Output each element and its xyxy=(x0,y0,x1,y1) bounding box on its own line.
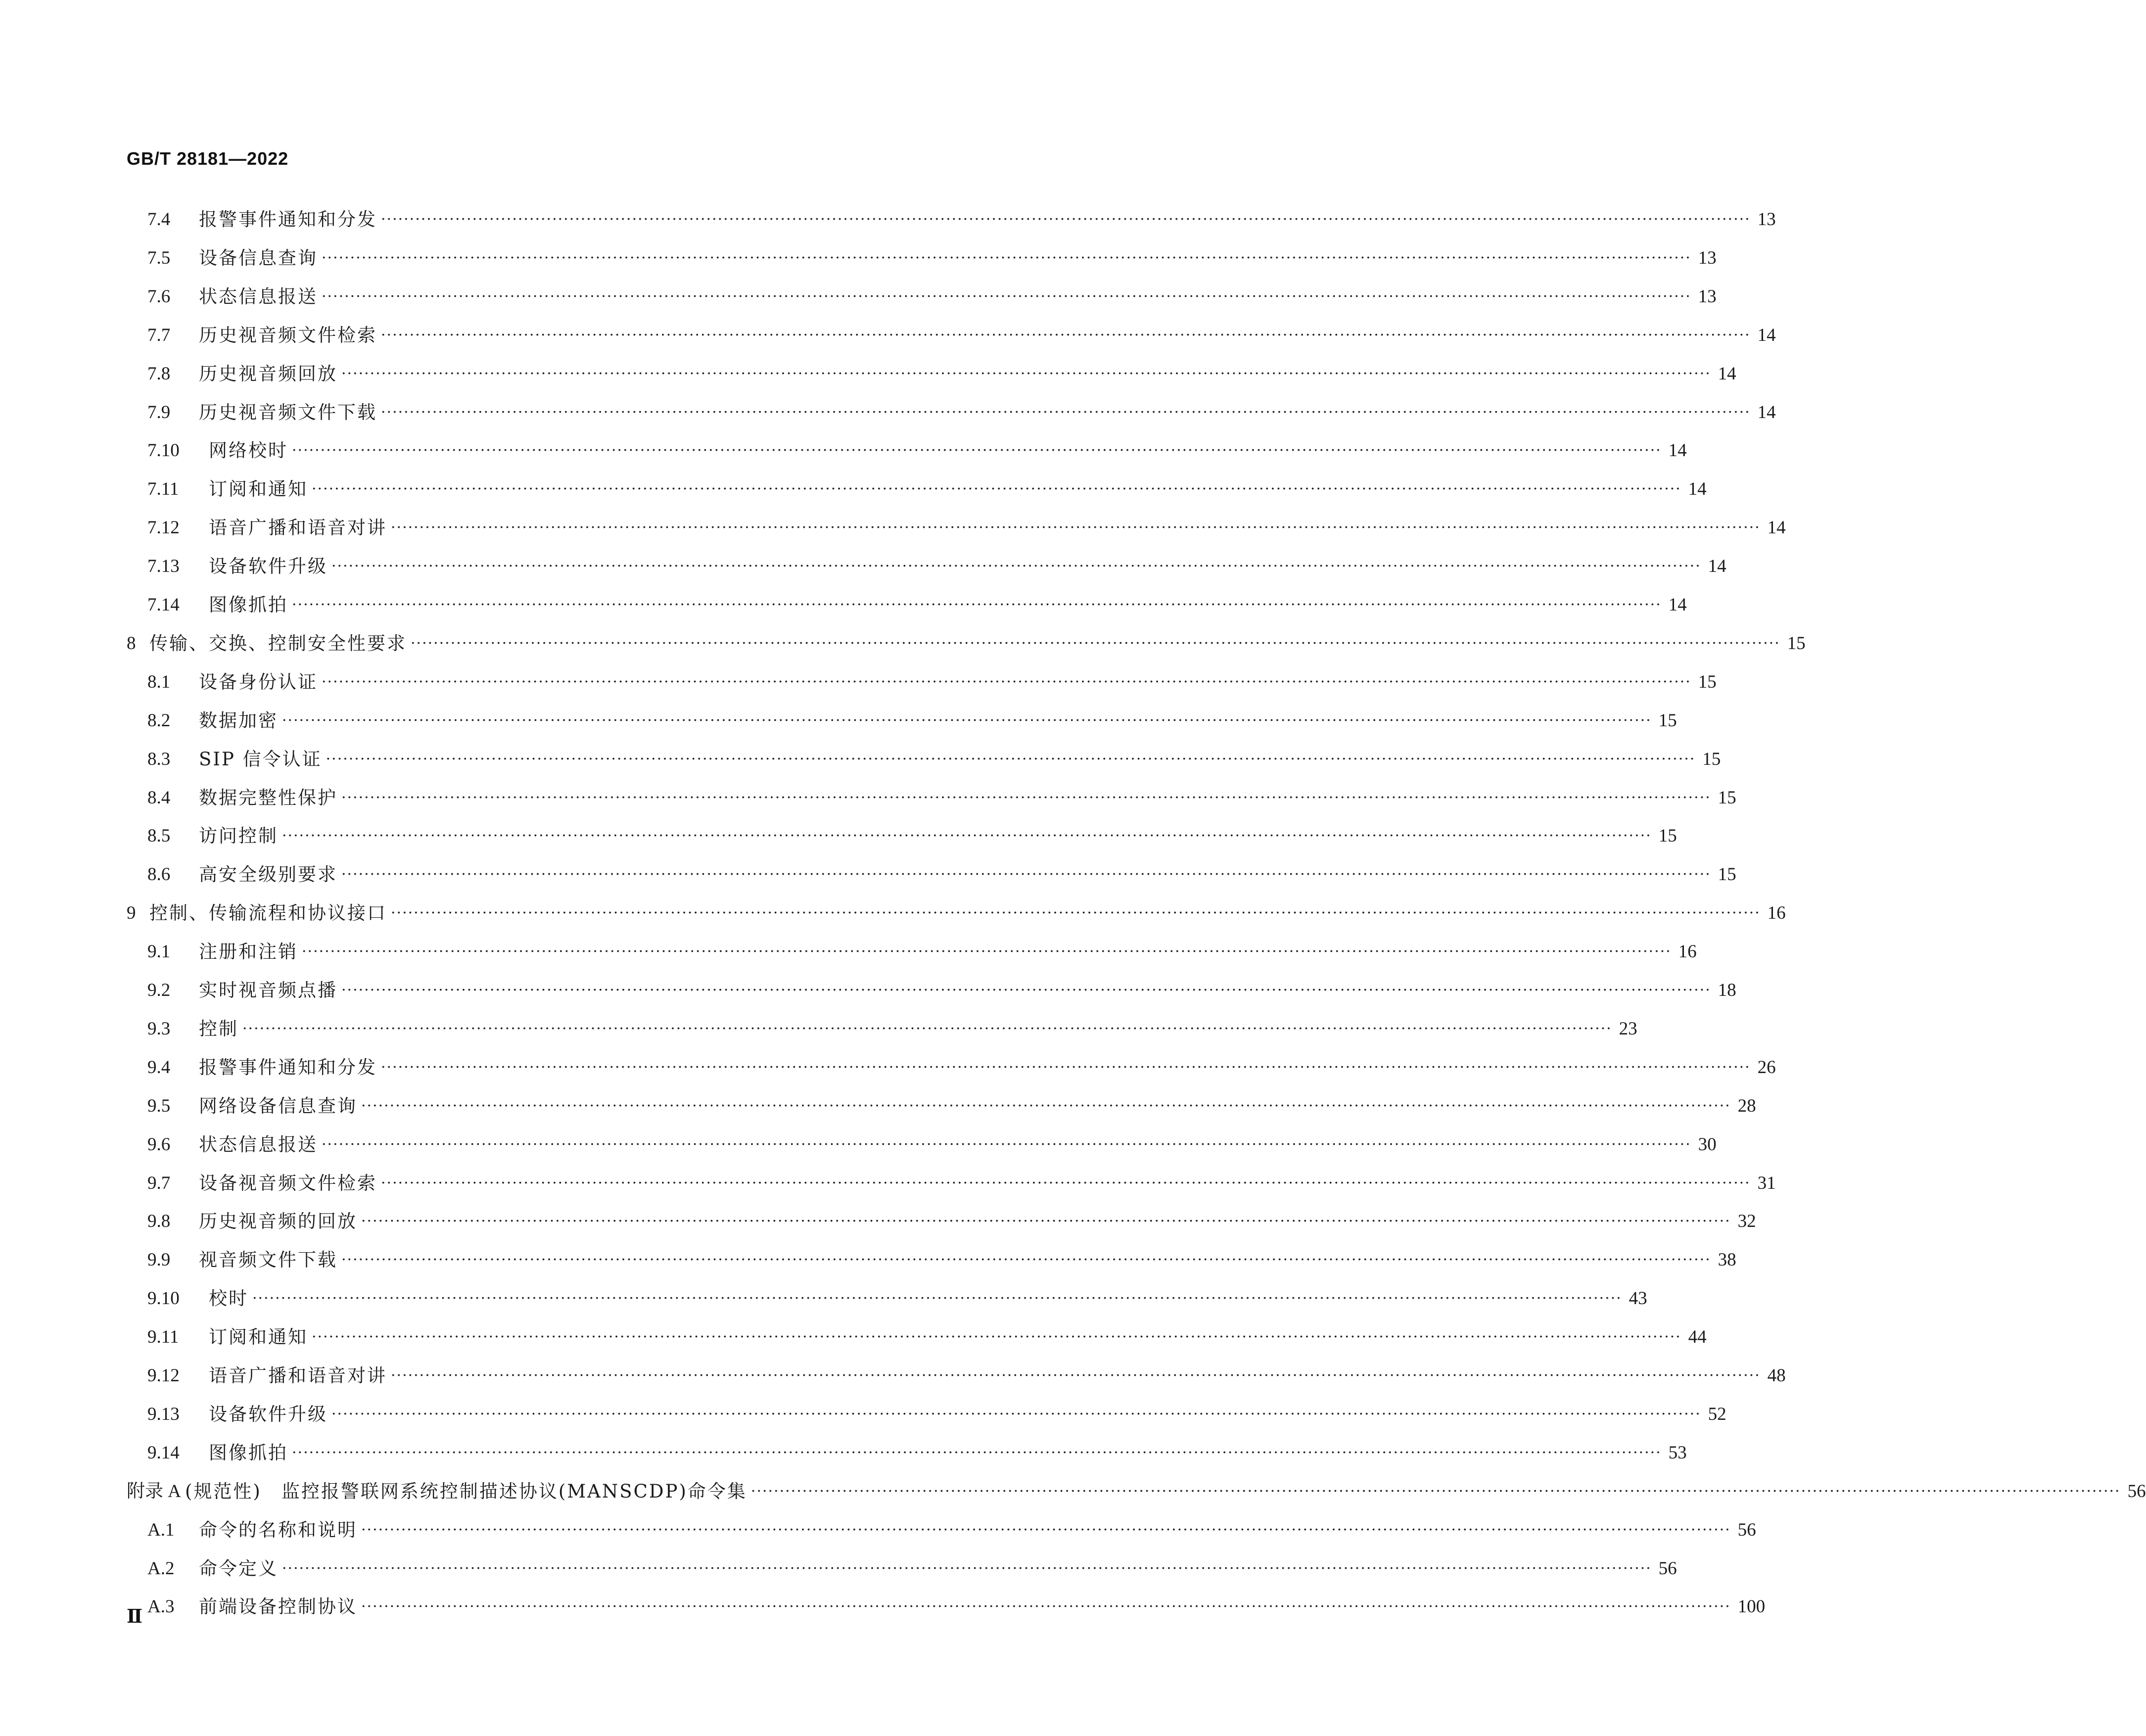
toc-entry-number: 9 xyxy=(127,903,136,924)
toc-entry-number: A.2 xyxy=(147,1558,175,1579)
toc-entry-number: 9.13 xyxy=(147,1404,180,1424)
toc-entry-page: 56 xyxy=(1737,1519,1756,1540)
toc-dot-leader: ················································································································································································································································ xyxy=(292,596,1662,613)
toc-dot-leader: ················································································································································································································································ xyxy=(302,943,1672,961)
toc-entry-page: 15 xyxy=(1718,787,1736,808)
toc-entry-title: 状态信息报送 xyxy=(199,285,318,307)
toc-entry-title: 历史视音频文件检索 xyxy=(199,324,377,346)
toc-dot-leader: ················································································································································································································································ xyxy=(341,789,1711,806)
toc-entry-page: 14 xyxy=(1757,402,1776,422)
toc-entry-page: 44 xyxy=(1688,1327,1707,1348)
toc-entry[interactable] xyxy=(147,1014,1637,1044)
toc-entry-title: 实时视音频点播 xyxy=(199,980,337,1001)
toc-entry[interactable] xyxy=(147,590,1687,620)
toc-entry-title: 状态信息报送 xyxy=(199,1133,318,1155)
toc-entry-title: 命令的名称和说明 xyxy=(199,1519,357,1541)
toc-entry[interactable] xyxy=(147,513,1786,543)
toc-entry-title: 设备软件升级 xyxy=(209,556,327,577)
toc-entry-page: 14 xyxy=(1708,556,1726,577)
toc-dot-leader: ················································································································································································································································ xyxy=(322,673,1691,691)
toc-entry-page: 15 xyxy=(1658,826,1677,846)
toc-entry-page: 16 xyxy=(1678,941,1697,962)
toc-dot-leader: ················································································································································································································································ xyxy=(381,1058,1751,1076)
toc-entry-title: 前端设备控制协议 xyxy=(199,1596,357,1618)
toc-entry-title: 设备信息查询 xyxy=(199,247,318,269)
toc-entry[interactable] xyxy=(147,1361,1786,1391)
toc-entry-number: 7.11 xyxy=(147,479,179,500)
toc-entry-page: 13 xyxy=(1698,247,1717,268)
toc-entry-page: 15 xyxy=(1698,671,1717,692)
toc-dot-leader: ················································································································································································································································ xyxy=(312,1328,1681,1346)
toc-entry[interactable] xyxy=(147,937,1697,967)
toc-entry[interactable] xyxy=(147,667,1717,697)
toc-entry-number: 9.7 xyxy=(147,1173,171,1193)
toc-entry-page: 100 xyxy=(1737,1596,1766,1617)
toc-entry-number: A.3 xyxy=(147,1596,175,1617)
toc-entry-page: 15 xyxy=(1702,749,1721,769)
toc-entry[interactable] xyxy=(147,1053,1776,1082)
toc-entry[interactable] xyxy=(147,821,1677,851)
toc-dot-leader: ················································································································································································································································ xyxy=(381,1174,1751,1192)
toc-entry[interactable] xyxy=(147,1284,1647,1314)
toc-entry[interactable] xyxy=(147,1400,1726,1429)
toc-entry-title: 历史视音频文件下载 xyxy=(199,401,377,423)
toc-dot-leader: ················································································································································································································································ xyxy=(292,442,1662,460)
toc-entry-page: 32 xyxy=(1737,1211,1756,1232)
toc-entry-title: 设备视音频文件检索 xyxy=(199,1172,377,1194)
toc-entry[interactable] xyxy=(147,1438,1687,1468)
toc-dot-leader: ················································································································································································································································ xyxy=(341,982,1711,999)
toc-entry[interactable] xyxy=(147,205,1776,235)
toc-entry-page: 15 xyxy=(1658,710,1677,731)
toc-dot-leader: ················································································································································································································································ xyxy=(326,750,1696,768)
toc-entry[interactable] xyxy=(147,1169,1776,1198)
toc-entry-number: 9.10 xyxy=(147,1288,180,1309)
toc-dot-leader: ················································································································································································································································ xyxy=(322,287,1691,305)
toc-entry[interactable] xyxy=(127,1477,2146,1506)
toc-dot-leader: ················································································································································································································································ xyxy=(282,827,1652,845)
toc-entry-number: 8.5 xyxy=(147,826,171,846)
toc-entry[interactable] xyxy=(147,436,1687,466)
toc-entry[interactable] xyxy=(147,1322,1707,1352)
toc-dot-leader: ················································································································································································································································ xyxy=(282,711,1652,729)
toc-entry-title: 订阅和通知 xyxy=(209,478,308,500)
toc-dot-leader: ················································································································································································································································ xyxy=(361,1521,1731,1539)
toc-entry[interactable] xyxy=(147,359,1736,389)
toc-entry-page: 14 xyxy=(1718,363,1736,384)
toc-entry[interactable] xyxy=(147,474,1707,504)
toc-entry[interactable] xyxy=(147,976,1736,1005)
toc-entry-page: 14 xyxy=(1767,517,1786,538)
toc-dot-leader: ················································································································································································································································ xyxy=(312,480,1681,498)
toc-entry-title: 报警事件通知和分发 xyxy=(199,1056,377,1078)
toc-entry-title: 图像抓拍 xyxy=(209,594,288,615)
toc-entry-number: 7.4 xyxy=(147,209,171,230)
toc-dot-leader: ················································································································································································································································ xyxy=(381,326,1751,344)
toc-entry-number: 9.9 xyxy=(147,1250,171,1270)
toc-entry-page: 56 xyxy=(2127,1481,2146,1501)
toc-dot-leader: ················································································································································································································································ xyxy=(322,249,1691,267)
toc-entry-number: 9.11 xyxy=(147,1327,179,1348)
toc-entry-number: 9.2 xyxy=(147,980,171,1000)
document-id-header: GB/T 28181—2022 xyxy=(127,148,289,169)
toc-dot-leader: ················································································································································································································································ xyxy=(411,634,1780,652)
toc-dot-leader: ················································································································································································································································ xyxy=(391,519,1761,537)
toc-entry-number: 9.5 xyxy=(147,1095,171,1116)
toc-entry-number: 9.14 xyxy=(147,1442,180,1463)
toc-dot-leader: ················································································································································································································································ xyxy=(331,558,1701,575)
toc-entry-title: 设备身份认证 xyxy=(199,671,318,693)
toc-entry-page: 16 xyxy=(1767,903,1786,924)
toc-entry-title: 报警事件通知和分发 xyxy=(199,209,377,230)
toc-entry-number: 9.4 xyxy=(147,1057,171,1078)
toc-dot-leader: ················································································································································································································································ xyxy=(750,1482,2121,1500)
toc-dot-leader: ················································································································································································································································ xyxy=(381,211,1751,228)
toc-entry-page: 43 xyxy=(1629,1288,1647,1309)
toc-entry-number: 7.10 xyxy=(147,440,180,461)
toc-entry-title: 控制 xyxy=(199,1018,238,1039)
toc-entry[interactable] xyxy=(147,552,1726,581)
toc-entry[interactable] xyxy=(147,1245,1736,1275)
toc-dot-leader: ················································································································································································································································ xyxy=(391,1367,1761,1384)
toc-entry-page: 31 xyxy=(1757,1173,1776,1193)
toc-entry-title: 注册和注销 xyxy=(199,941,298,963)
toc-dot-leader: ················································································································································································································································ xyxy=(322,1135,1691,1153)
toc-entry-number: A.1 xyxy=(147,1519,175,1540)
toc-entry-page: 15 xyxy=(1787,633,1806,654)
toc-entry-page: 56 xyxy=(1658,1558,1677,1579)
toc-entry[interactable] xyxy=(147,783,1736,813)
toc-entry-title: (规范性) 监控报警联网系统控制描述协议(MANSCDP)命令集 xyxy=(185,1480,747,1502)
toc-dot-leader: ················································································································································································································································ xyxy=(341,365,1711,382)
toc-entry-title: 高安全级别要求 xyxy=(199,864,337,886)
toc-entry-title: 命令定义 xyxy=(199,1557,278,1579)
toc-entry-number: 7.7 xyxy=(147,325,171,345)
toc-entry-number: 8.1 xyxy=(147,671,171,692)
toc-dot-leader: ················································································································································································································································ xyxy=(361,1097,1731,1115)
toc-entry[interactable] xyxy=(147,282,1717,312)
toc-entry-page: 26 xyxy=(1757,1057,1776,1078)
toc-entry[interactable] xyxy=(127,898,1786,928)
toc-entry-page: 38 xyxy=(1718,1250,1736,1270)
toc-dot-leader: ················································································································································································································································ xyxy=(341,1251,1711,1269)
toc-entry-title: 校时 xyxy=(209,1288,248,1310)
toc-entry-number: 8.6 xyxy=(147,864,171,885)
toc-entry-title: 图像抓拍 xyxy=(209,1442,288,1463)
toc-dot-leader: ················································································································································································································································ xyxy=(242,1020,1612,1037)
toc-dot-leader: ················································································································································································································································ xyxy=(252,1290,1622,1308)
toc-entry[interactable] xyxy=(147,321,1776,350)
toc-entry-page: 14 xyxy=(1668,595,1687,615)
toc-dot-leader: ················································································································································································································································ xyxy=(341,866,1711,884)
toc-entry[interactable] xyxy=(147,1554,1677,1584)
toc-entry[interactable] xyxy=(147,745,1721,774)
page-number-footer: Ⅱ xyxy=(127,1606,143,1627)
toc-entry[interactable] xyxy=(147,1515,1756,1545)
toc-entry-page: 30 xyxy=(1698,1134,1717,1155)
toc-entry-page: 14 xyxy=(1668,440,1687,461)
toc-entry-title: SIP 信令认证 xyxy=(199,748,322,770)
toc-entry-number: 9.12 xyxy=(147,1365,180,1386)
toc-entry[interactable] xyxy=(147,398,1776,427)
toc-dot-leader: ················································································································································································································································ xyxy=(282,1559,1652,1577)
toc-entry-title: 历史视音频的回放 xyxy=(199,1211,357,1232)
toc-entry-page: 28 xyxy=(1737,1095,1756,1116)
toc-entry-page: 53 xyxy=(1668,1442,1687,1463)
toc-entry-title: 网络设备信息查询 xyxy=(199,1095,357,1117)
toc-entry-title: 设备软件升级 xyxy=(209,1403,327,1425)
toc-entry[interactable] xyxy=(147,1091,1756,1121)
toc-entry-title: 网络校时 xyxy=(209,440,288,462)
toc-entry-title: 数据完整性保护 xyxy=(199,787,337,808)
toc-entry-title: 传输、交换、控制安全性要求 xyxy=(149,632,407,654)
toc-entry-number: 8.4 xyxy=(147,787,171,808)
toc-entry-page: 13 xyxy=(1698,286,1717,307)
toc-entry-page: 14 xyxy=(1757,325,1776,345)
toc-entry-number: 7.13 xyxy=(147,556,180,577)
toc-dot-leader: ················································································································································································································································ xyxy=(361,1213,1731,1230)
toc-entry[interactable] xyxy=(147,1207,1756,1236)
toc-entry-number: 7.8 xyxy=(147,363,171,384)
toc-entry-page: 52 xyxy=(1708,1404,1726,1424)
toc-entry-number: 7.14 xyxy=(147,595,180,615)
toc-entry-title: 视音频文件下载 xyxy=(199,1249,337,1271)
toc-entry-number: 8.2 xyxy=(147,710,171,731)
toc-entry-number: 9.3 xyxy=(147,1018,171,1039)
toc-entry[interactable] xyxy=(147,860,1736,890)
toc-entry-page: 23 xyxy=(1619,1018,1637,1039)
toc-entry-page: 14 xyxy=(1688,479,1707,500)
toc-entry-number: 7.6 xyxy=(147,286,171,307)
toc-dot-leader: ················································································································································································································································ xyxy=(381,403,1751,421)
toc-dot-leader: ················································································································································································································································ xyxy=(361,1598,1731,1616)
toc-dot-leader: ················································································································································································································································ xyxy=(331,1405,1701,1423)
toc-entry-number: 9.1 xyxy=(147,941,171,962)
toc-entry-number: 9.8 xyxy=(147,1211,171,1232)
toc-entry-title: 语音广播和语音对讲 xyxy=(209,517,387,539)
toc-entry-page: 48 xyxy=(1767,1365,1786,1386)
toc-dot-leader: ················································································································································································································································ xyxy=(292,1444,1662,1461)
toc-entry-title: 订阅和通知 xyxy=(209,1326,308,1348)
toc-entry-title: 语音广播和语音对讲 xyxy=(209,1365,387,1386)
toc-entry-number: 附录 A xyxy=(127,1481,181,1501)
toc-entry-page: 18 xyxy=(1718,980,1736,1000)
toc-entry-number: 7.9 xyxy=(147,402,171,422)
toc-entry-page: 15 xyxy=(1718,864,1736,885)
toc-entry[interactable] xyxy=(127,629,1806,658)
toc-entry-number: 9.6 xyxy=(147,1134,171,1155)
toc-entry-title: 控制、传输流程和协议接口 xyxy=(149,902,387,924)
toc-entry[interactable] xyxy=(147,243,1717,273)
toc-entry-title: 访问控制 xyxy=(199,825,278,847)
toc-entry-title: 数据加密 xyxy=(199,709,278,731)
toc-entry[interactable] xyxy=(147,1592,1766,1622)
toc-entry-number: 7.5 xyxy=(147,247,171,268)
toc-entry-number: 7.12 xyxy=(147,517,180,538)
toc-entry-number: 8 xyxy=(127,633,136,654)
toc-entry-title: 历史视音频回放 xyxy=(199,363,337,384)
toc-entry-page: 13 xyxy=(1757,209,1776,230)
toc-entry[interactable] xyxy=(147,1130,1717,1160)
toc-entry-number: 8.3 xyxy=(147,749,171,769)
toc-dot-leader: ················································································································································································································································ xyxy=(391,904,1761,922)
toc-entry[interactable] xyxy=(147,706,1677,736)
